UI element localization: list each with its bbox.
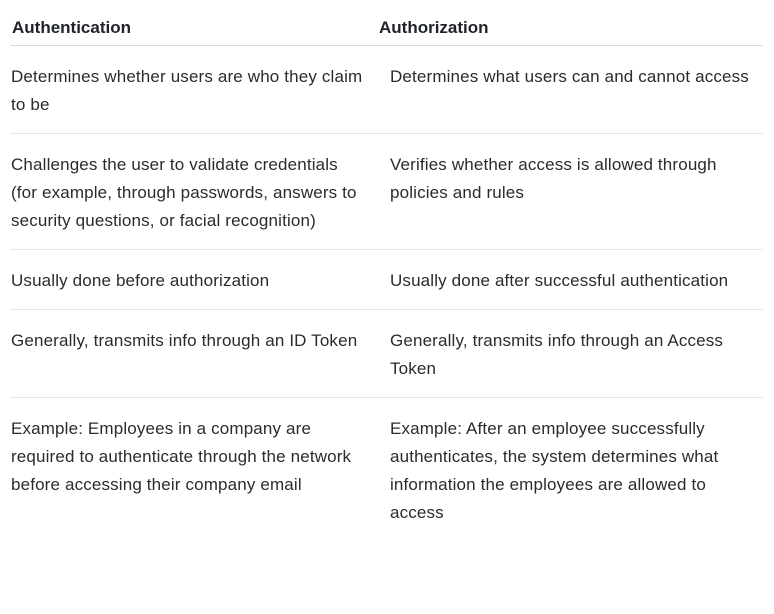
table-cell-authorization: Verifies whether access is allowed through policies and rules [379,134,763,250]
table-row [10,250,763,310]
column-header-authentication: Authentication [10,14,379,46]
table-cell-authentication: Usually done before authorization [10,250,379,310]
table-row [10,46,763,134]
table-row [10,398,763,542]
table-cell-authorization: Determines what users can and cannot access [379,46,763,134]
table-cell-authorization: Example: After an employee successfully authenticates, the system determines what information the employees are allowed to access [390,419,719,522]
table-header [10,14,763,46]
table-cell-authentication: Challenges the user to validate credentials (for example, through passwords, answers to security questions, or facial recognition) [10,134,379,250]
table-cell-authentication: Determines whether users are who they claim to be [10,46,379,134]
table-cell-authentication: Generally, transmits info through an ID Token [10,310,379,398]
table-row [10,134,763,250]
column-header-authorization: Authorization [379,14,763,46]
table-cell-authentication: Example: Employees in a company are required to authenticate through the network before accessing their company email [11,419,352,494]
comparison-table [10,14,763,541]
table-cell-authorization: Usually done after successful authentication [379,250,763,310]
table-cell-authorization: Generally, transmits info through an Access Token [379,310,763,398]
header-row [10,14,763,46]
table-row [10,310,763,398]
table-body [10,46,763,542]
